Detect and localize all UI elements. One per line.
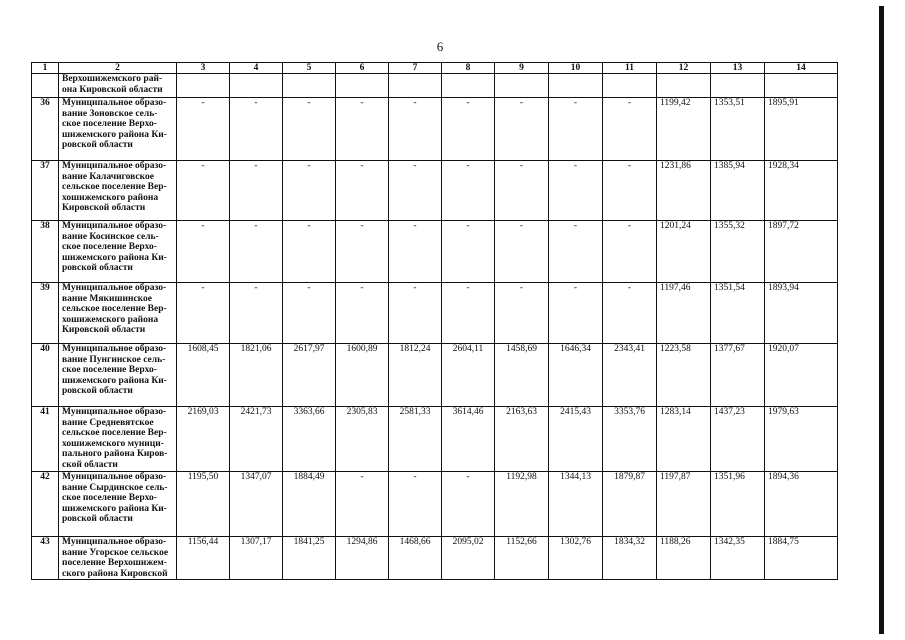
row-number: [32, 74, 59, 98]
value-cell: [177, 74, 230, 98]
name-line: Муниципальное образо-: [62, 161, 167, 171]
name-line: вание Зоновское сель-: [62, 108, 158, 119]
value-cell: 1437,23: [711, 407, 765, 472]
value-cell: -: [442, 472, 495, 537]
table-row: [32, 283, 838, 344]
value-cell: 1199,42: [657, 98, 711, 161]
value-cell: -: [177, 98, 230, 161]
value-cell: -: [495, 161, 549, 221]
value-cell: -: [442, 98, 495, 161]
value-cell: -: [230, 161, 283, 221]
name-line: Муниципальное образо-: [62, 537, 167, 547]
table-row: [32, 407, 838, 472]
municipality-name: [59, 74, 177, 98]
name-line: сельское поселение Вер-: [62, 304, 167, 315]
value-cell: 1294,86: [336, 537, 389, 580]
value-cell: -: [230, 283, 283, 344]
name-line: вание Калачиговское: [62, 171, 154, 182]
municipality-name: [59, 537, 177, 580]
column-header: 13: [711, 63, 765, 74]
value-cell: [336, 74, 389, 98]
value-cell: -: [389, 221, 442, 283]
name-line: ровской области: [62, 514, 133, 525]
value-cell: 1152,66: [495, 537, 549, 580]
name-line: ровской области: [62, 263, 133, 274]
value-cell: -: [336, 221, 389, 283]
value-cell: [549, 74, 603, 98]
name-line: вание Сырдинское сель-: [62, 482, 168, 493]
value-cell: 2415,43: [549, 407, 603, 472]
column-header: 5: [283, 63, 336, 74]
name-line: Муниципальное образо-: [62, 98, 167, 108]
name-line: хошижемского района: [62, 314, 159, 325]
name-line: ского района Кировской: [62, 568, 168, 579]
name-line: вание Пунгинское сель-: [62, 354, 166, 365]
name-line: Муниципальное образо-: [62, 344, 167, 354]
value-cell: 1894,36: [765, 472, 838, 537]
value-cell: 1188,26: [657, 537, 711, 580]
table-row: [32, 344, 838, 407]
column-header: 10: [549, 63, 603, 74]
table-header-row: [32, 63, 838, 74]
name-line: Кировской области: [62, 203, 146, 214]
value-cell: 2421,73: [230, 407, 283, 472]
value-cell: 2163,63: [495, 407, 549, 472]
value-cell: -: [495, 221, 549, 283]
value-cell: 1347,07: [230, 472, 283, 537]
value-cell: 1353,51: [711, 98, 765, 161]
value-cell: -: [283, 221, 336, 283]
value-cell: -: [603, 283, 657, 344]
value-cell: 1841,25: [283, 537, 336, 580]
row-number: 41: [32, 407, 59, 472]
name-line: она Кировской области: [62, 84, 163, 95]
value-cell: -: [283, 98, 336, 161]
name-line: ское поселение Верхо-: [62, 365, 157, 376]
value-cell: 1344,13: [549, 472, 603, 537]
value-cell: 1812,24: [389, 344, 442, 407]
value-cell: 1197,46: [657, 283, 711, 344]
value-cell: [765, 74, 838, 98]
name-line: Муниципальное образо-: [62, 407, 167, 417]
value-cell: 1342,35: [711, 537, 765, 580]
value-cell: 1355,32: [711, 221, 765, 283]
column-header: 14: [765, 63, 838, 74]
column-header: 4: [230, 63, 283, 74]
value-cell: -: [283, 283, 336, 344]
table-row: [32, 472, 838, 537]
row-number: 42: [32, 472, 59, 537]
name-line: вание Косинское сель-: [62, 231, 159, 242]
name-line: Муниципальное образо-: [62, 283, 167, 293]
value-cell: 1608,45: [177, 344, 230, 407]
value-cell: -: [177, 161, 230, 221]
value-cell: 1821,06: [230, 344, 283, 407]
value-cell: 1884,75: [765, 537, 838, 580]
value-cell: 1979,63: [765, 407, 838, 472]
value-cell: 2604,11: [442, 344, 495, 407]
value-cell: 1897,72: [765, 221, 838, 283]
value-cell: -: [230, 98, 283, 161]
value-cell: 1302,76: [549, 537, 603, 580]
value-cell: 1646,34: [549, 344, 603, 407]
value-cell: -: [336, 161, 389, 221]
value-cell: -: [389, 472, 442, 537]
table-row: [32, 98, 838, 161]
value-cell: -: [336, 472, 389, 537]
column-header: 11: [603, 63, 657, 74]
value-cell: -: [389, 98, 442, 161]
value-cell: 3363,66: [283, 407, 336, 472]
value-cell: 2581,33: [389, 407, 442, 472]
name-line: ровской области: [62, 386, 133, 397]
name-line: ское поселение Верхо-: [62, 119, 157, 130]
value-cell: 2617,97: [283, 344, 336, 407]
value-cell: -: [495, 283, 549, 344]
value-cell: 2343,41: [603, 344, 657, 407]
municipality-name: [59, 283, 177, 344]
value-cell: 1201,24: [657, 221, 711, 283]
value-cell: -: [336, 98, 389, 161]
table-row: [32, 74, 838, 98]
value-cell: 1458,69: [495, 344, 549, 407]
table-row: [32, 221, 838, 283]
value-cell: 1928,34: [765, 161, 838, 221]
value-cell: 2095,02: [442, 537, 495, 580]
column-header: 3: [177, 63, 230, 74]
municipality-name: [59, 344, 177, 407]
name-line: шижемского района Ки-: [62, 503, 167, 514]
value-cell: [603, 74, 657, 98]
value-cell: -: [336, 283, 389, 344]
value-cell: [389, 74, 442, 98]
value-cell: [230, 74, 283, 98]
value-cell: 1385,94: [711, 161, 765, 221]
value-cell: -: [283, 161, 336, 221]
column-header: 2: [59, 63, 177, 74]
page-edge-bar: [879, 6, 884, 634]
name-line: вание Средневятское: [62, 417, 154, 428]
value-cell: 1834,32: [603, 537, 657, 580]
value-cell: -: [495, 98, 549, 161]
value-cell: -: [549, 283, 603, 344]
name-line: ской области: [62, 459, 118, 470]
municipality-name: [59, 161, 177, 221]
name-line: шижемского района Ки-: [62, 252, 167, 263]
value-cell: 1192,98: [495, 472, 549, 537]
name-line: хошижемского района: [62, 192, 159, 203]
row-number: 37: [32, 161, 59, 221]
value-cell: -: [442, 283, 495, 344]
name-line: пального района Киров-: [62, 449, 168, 460]
value-cell: -: [603, 98, 657, 161]
table-row: [32, 537, 838, 580]
value-cell: 1156,44: [177, 537, 230, 580]
value-cell: 1195,50: [177, 472, 230, 537]
name-line: сельское поселение Вер-: [62, 182, 167, 193]
value-cell: 1283,14: [657, 407, 711, 472]
row-number: 39: [32, 283, 59, 344]
value-cell: 1377,67: [711, 344, 765, 407]
name-line: Кировской области: [62, 325, 146, 336]
name-line: ское поселение Верхо-: [62, 242, 157, 253]
value-cell: 1920,07: [765, 344, 838, 407]
value-cell: -: [230, 221, 283, 283]
name-line: вание Мякишинское: [62, 293, 152, 304]
name-line: поселение Верхошижем-: [62, 558, 167, 569]
value-cell: -: [389, 161, 442, 221]
value-cell: 1351,54: [711, 283, 765, 344]
value-cell: -: [389, 283, 442, 344]
value-cell: -: [177, 221, 230, 283]
value-cell: 2169,03: [177, 407, 230, 472]
value-cell: 1895,91: [765, 98, 838, 161]
row-number: 43: [32, 537, 59, 580]
municipality-name: [59, 98, 177, 161]
value-cell: 1197,87: [657, 472, 711, 537]
value-cell: -: [177, 283, 230, 344]
column-header: 1: [32, 63, 59, 74]
name-line: ское поселение Верхо-: [62, 493, 157, 504]
value-cell: 1231,86: [657, 161, 711, 221]
value-cell: 1468,66: [389, 537, 442, 580]
name-line: Муниципальное образо-: [62, 472, 167, 482]
name-line: ровской области: [62, 140, 133, 151]
value-cell: 3353,76: [603, 407, 657, 472]
tariff-table: [31, 62, 838, 580]
value-cell: -: [549, 221, 603, 283]
page-number: 6: [436, 39, 444, 54]
name-line: вание Угорское сельское: [62, 547, 169, 558]
name-line: Муниципальное образо-: [62, 221, 167, 231]
value-cell: -: [442, 221, 495, 283]
row-number: 40: [32, 344, 59, 407]
value-cell: [657, 74, 711, 98]
municipality-name: [59, 472, 177, 537]
column-header: 12: [657, 63, 711, 74]
column-header: 6: [336, 63, 389, 74]
value-cell: 1600,89: [336, 344, 389, 407]
value-cell: 1351,96: [711, 472, 765, 537]
value-cell: -: [549, 98, 603, 161]
municipality-name: [59, 407, 177, 472]
column-header: 9: [495, 63, 549, 74]
value-cell: -: [442, 161, 495, 221]
value-cell: 1307,17: [230, 537, 283, 580]
name-line: шижемского района Ки-: [62, 129, 167, 140]
column-header: 8: [442, 63, 495, 74]
table-body: [32, 74, 838, 580]
row-number: 36: [32, 98, 59, 161]
value-cell: 1884,49: [283, 472, 336, 537]
column-header: 7: [389, 63, 442, 74]
value-cell: 1893,94: [765, 283, 838, 344]
value-cell: -: [603, 161, 657, 221]
value-cell: [442, 74, 495, 98]
name-line: Верхошижемского рай-: [62, 74, 163, 84]
value-cell: 2305,83: [336, 407, 389, 472]
value-cell: 1879,87: [603, 472, 657, 537]
row-number: 38: [32, 221, 59, 283]
table-row: [32, 161, 838, 221]
value-cell: 3614,46: [442, 407, 495, 472]
name-line: шижемского района Ки-: [62, 375, 167, 386]
name-line: сельское поселение Вер-: [62, 428, 167, 439]
value-cell: [495, 74, 549, 98]
value-cell: [283, 74, 336, 98]
value-cell: 1223,58: [657, 344, 711, 407]
name-line: хошижемского муници-: [62, 438, 164, 449]
value-cell: [711, 74, 765, 98]
value-cell: -: [549, 161, 603, 221]
value-cell: -: [603, 221, 657, 283]
municipality-name: [59, 221, 177, 283]
